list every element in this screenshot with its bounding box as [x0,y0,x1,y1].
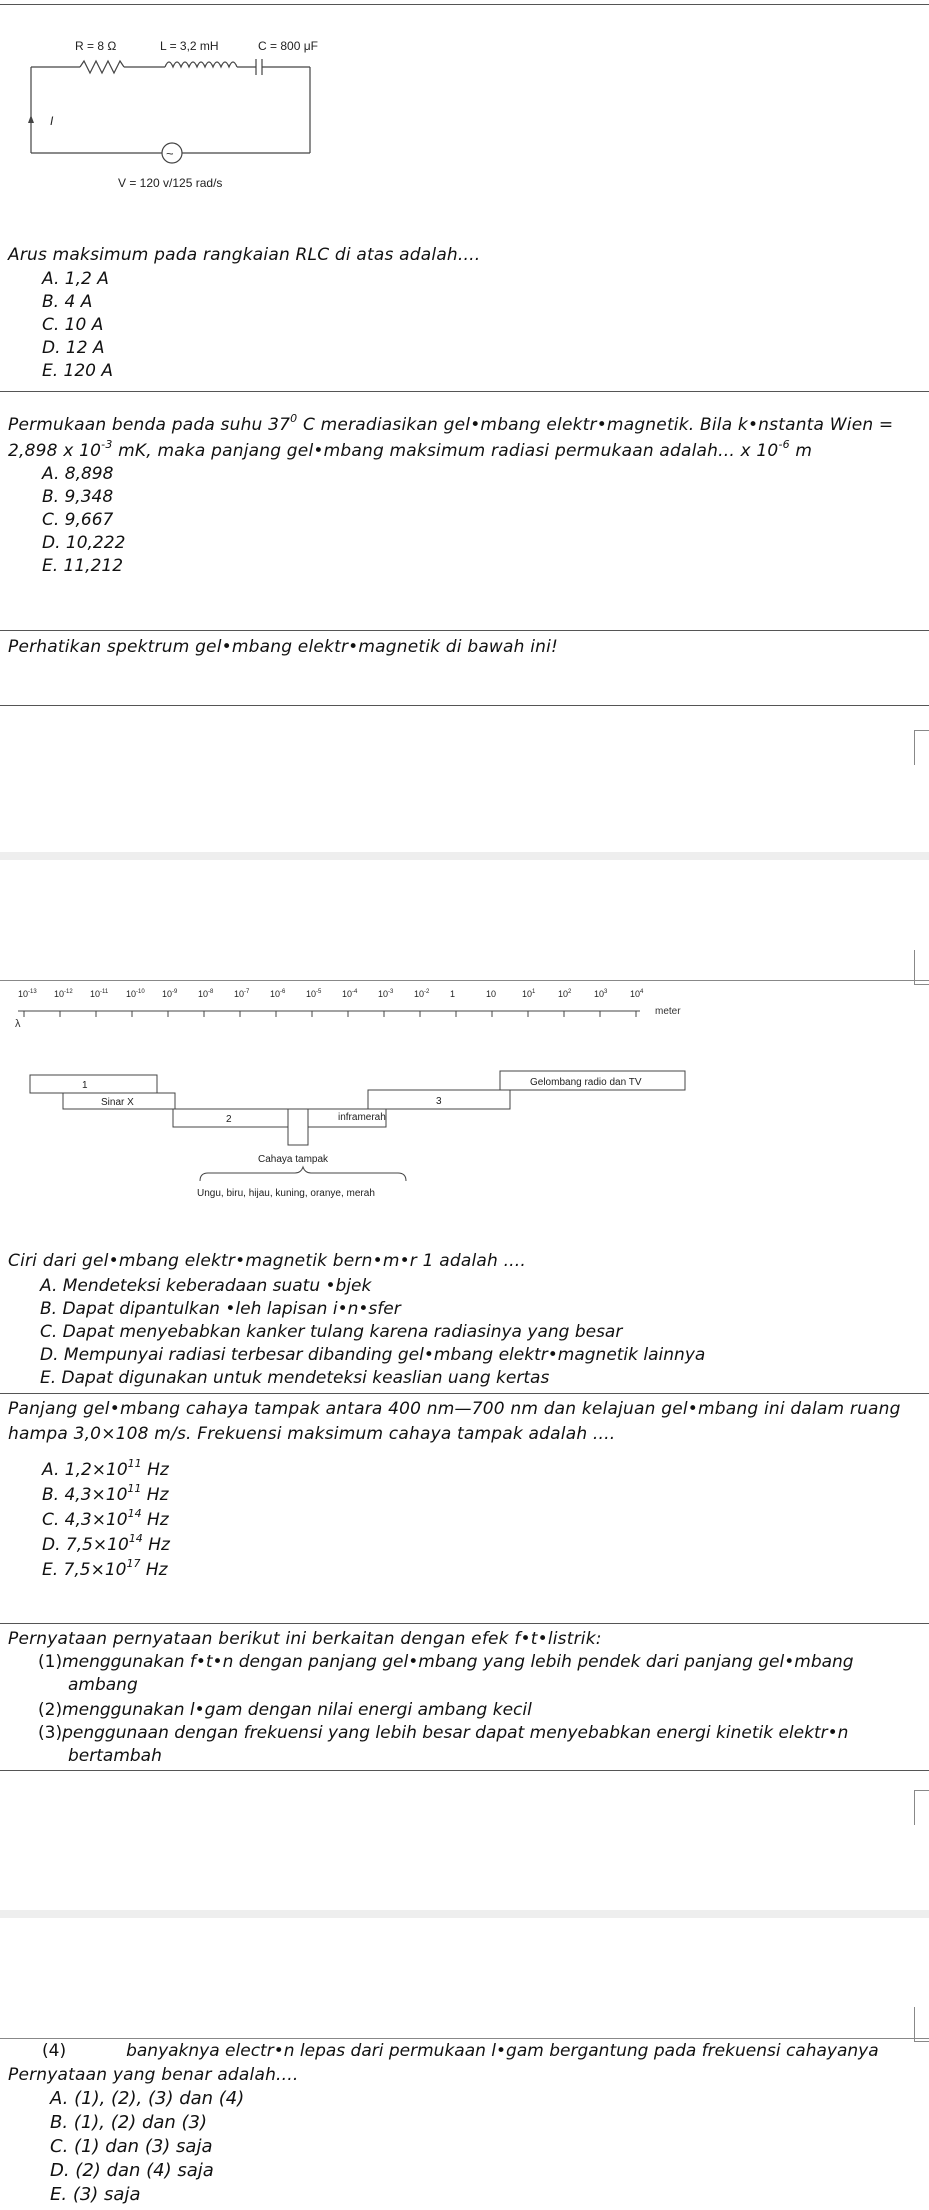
radio-tv-label: Gelombang radio dan TV [530,1077,642,1088]
divider-q3-stem [0,705,929,706]
q2-stem-part-b: C meradiasikan gel•mbang elektr•magnetik. Bila k•nstanta Wien = 2,898 x 10 [8,415,894,461]
q1-option-e[interactable]: E. 120 A [42,361,114,381]
q1-option-c[interactable]: C. 10 A [42,315,104,335]
q4-option-a[interactable] [42,1459,169,1482]
spectrum-tick-label: $10^{-8}$ [198,989,214,999]
q4-option-d-exp: 14 [128,1532,143,1545]
spectrum-tick-label: 10 [486,989,497,999]
visible-light-label: Cahaya tampak [258,1154,329,1165]
q4-option-e-unit: Hz [140,1560,168,1580]
spectrum-tick-label: $10^{-12}$ [54,989,73,999]
q3-option-b[interactable]: B. Dapat dipantulkan •leh lapisan i•n•sfer [40,1299,401,1319]
resistor-label: R = 8 Ω [75,39,117,53]
spectrum-tick-label: $10^{-6}$ [270,989,286,999]
q5-statement-1 [38,1651,918,1674]
spectrum-tick-label: $10^{-2}$ [414,989,430,999]
current-arrow-icon [28,115,34,123]
q5-statement-3-text: penggunaan dengan frekuensi yang lebih besar dapat menyebabkan energi kinetik elektr•n [62,1723,849,1743]
divider-q1-q2 [0,391,929,392]
q4-option-b[interactable] [42,1484,169,1507]
q5-statement-2-num: (2) [38,1700,63,1720]
q5-statement-2 [38,1699,532,1722]
visible-light-box [288,1109,308,1145]
q2-wien-exp: -3 [101,438,113,451]
spectrum-tick-label: $10^2$ [558,989,572,999]
q4-option-c-base: C. 4,3×10 [42,1510,128,1530]
divider-q5-page [0,1770,929,1771]
spectrum-tick-label: $10^{-11}$ [90,989,109,999]
spectrum-unit-label: meter [655,1006,681,1017]
q2-option-a[interactable]: A. 8,898 [42,464,114,484]
q4-option-c-exp: 14 [127,1507,142,1520]
spectrum-tick-label: $10^3$ [594,989,608,999]
top-rule [0,4,929,5]
divider-q4-q5 [0,1623,929,1624]
visible-light-brace [200,1167,406,1181]
q4-option-b-unit: Hz [141,1485,169,1505]
q4-option-b-base: B. 4,3×10 [42,1485,128,1505]
inductor-symbol [165,62,237,67]
q4-option-a-exp: 11 [127,1457,142,1470]
q4-option-e-base: E. 7,5×10 [42,1560,127,1580]
spectrum-tick-label: $10^{-5}$ [306,989,322,999]
spectrum-tick-label: $10^{-3}$ [378,989,394,999]
q3-option-a[interactable]: A. Mendeteksi keberadaan suatu •bjek [40,1276,372,1296]
divider-q2-q3 [0,630,929,631]
q5-statement-4 [42,2040,879,2063]
q5-option-a[interactable]: A. (1), (2), (3) dan (4) [50,2088,245,2109]
q4-stem: Panjang gel•mbang cahaya tampak antara 400 nm—700 nm dan kelajuan gel•mbang ini dalam ruang hampa 3,0×108 m/s. Frekuensi maksimum cahaya tampak adalah .... [8,1399,901,1444]
visible-colors-label: Ungu, biru, hijau, kuning, oranye, merah [197,1188,375,1199]
page-break-band [0,1910,929,1918]
q2-option-b[interactable]: B. 9,348 [42,487,114,507]
q2-option-d[interactable]: D. 10,222 [42,533,126,553]
q2-option-e[interactable]: E. 11,212 [42,556,124,576]
q5-statement-2-text: menggunakan l•gam dengan nilai energi ambang kecil [62,1700,532,1720]
page-edge-line [0,2038,929,2039]
q1-option-a[interactable]: A. 1,2 A [42,269,109,289]
xray-label: Sinar X [101,1097,134,1108]
q5-option-d[interactable]: D. (2) dan (4) saja [50,2160,214,2181]
q4-option-a-unit: Hz [141,1460,169,1480]
q5-question: Pernyataan yang benar adalah.... [8,2065,299,2085]
q5-statement-1-text: menggunakan f•t•n dengan panjang gel•mbang yang lebih pendek dari panjang gel•mbang [62,1652,854,1672]
q3-option-d[interactable]: D. Mempunyai radiasi terbesar dibanding gel•mbang elektr•magnetik lainnya [40,1345,706,1365]
q3-question: Ciri dari gel•mbang elektr•magnetik bern•m•r 1 adalah .... [8,1251,526,1271]
q4-option-e[interactable] [42,1559,168,1582]
q2-stem-part-a: Permukaan benda pada suhu 37 [8,415,291,435]
q2-option-c[interactable]: C. 9,667 [42,510,114,530]
q3-option-e[interactable]: E. Dapat digunakan untuk mendeteksi keaslian uang kertas [40,1368,550,1388]
capacitor-label: C = 800 μF [258,39,318,53]
q4-option-b-exp: 11 [127,1482,142,1495]
current-label: I [50,114,54,128]
q5-statement-1-cont: ambang [68,1675,138,1695]
q2-stem-part-d: m [789,441,813,461]
band-2-label: 2 [226,1114,232,1125]
q5-statement-4-num: (4) [42,2041,67,2061]
q2-stem-part-c: mK, maka panjang gel•mbang maksimum radiasi permukaan adalah... x 10 [112,441,779,461]
ac-source-glyph: ~ [166,146,174,161]
page-crop-mark [914,730,929,765]
band-3-label: 3 [436,1096,442,1107]
spectrum-tick-label: $10^{-7}$ [234,989,250,999]
spectrum-tick-label: $10^{-4}$ [342,989,358,999]
spectrum-tick-label: 1 [450,989,456,999]
q4-option-d-base: D. 7,5×10 [42,1535,129,1555]
q1-stem: Arus maksimum pada rangkaian RLC di atas adalah.... [8,245,481,265]
q5-statement-4-text: banyaknya electr•n lepas dari permukaan l•gam bergantung pada frekuensi cahayanya [126,2041,879,2061]
page-crop-mark [914,2007,929,2042]
q2-degree-sup: 0 [290,412,298,425]
q1-option-d[interactable]: D. 12 A [42,338,105,358]
q4-option-c-unit: Hz [141,1510,169,1530]
divider-q3-q4 [0,1393,929,1394]
q5-statement-3-num: (3) [38,1723,63,1743]
q3-stem: Perhatikan spektrum gel•mbang elektr•magnetik di bawah ini! [8,637,559,657]
spectrum-tick-label: $10^{-10}$ [126,989,145,999]
spectrum-tick-label: $10^4$ [630,989,644,999]
rlc-circuit-diagram [0,25,340,195]
band-1-label: 1 [82,1080,88,1091]
q5-statement-3-cont: bertambah [68,1746,162,1766]
q5-statement-1-num: (1) [38,1652,63,1672]
q2-answer-exp: -6 [778,438,790,451]
spectrum-tick-label: $10^{-13}$ [18,989,37,999]
inductor-label: L = 3,2 mH [160,39,219,53]
q5-option-c[interactable]: C. (1) dan (3) saja [50,2136,213,2157]
q1-option-b[interactable]: B. 4 A [42,292,93,312]
voltage-label: V = 120 v/125 rad/s [118,176,223,190]
spectrum-tick-label: $10^1$ [522,989,536,999]
page-edge-line [0,980,929,981]
q5-statement-3 [38,1722,848,1745]
resistor-symbol [80,61,124,73]
page-break-band [0,852,929,860]
em-spectrum-diagram [0,985,700,1220]
lambda-symbol: λ [15,1018,21,1030]
q3-option-c[interactable]: C. Dapat menyebabkan kanker tulang karena radiasinya yang besar [40,1322,623,1342]
q5-option-b[interactable]: B. (1), (2) dan (3) [50,2112,208,2133]
q2-stem [8,412,923,464]
page-crop-mark [914,1790,929,1825]
q4-option-c[interactable] [42,1509,169,1532]
q4-option-d[interactable] [42,1534,170,1557]
q4-option-a-base: A. 1,2×10 [42,1460,128,1480]
spectrum-tick-label: $10^{-9}$ [162,989,178,999]
q5-stem: Pernyataan pernyataan berikut ini berkaitan dengan efek f•t•listrik: [8,1629,602,1649]
q4-option-e-exp: 17 [126,1557,141,1570]
infrared-label: inframerah [338,1112,386,1123]
band-1-box [30,1075,157,1093]
q4-option-d-unit: Hz [142,1535,170,1555]
q5-option-e[interactable]: E. (3) saja [50,2184,141,2205]
